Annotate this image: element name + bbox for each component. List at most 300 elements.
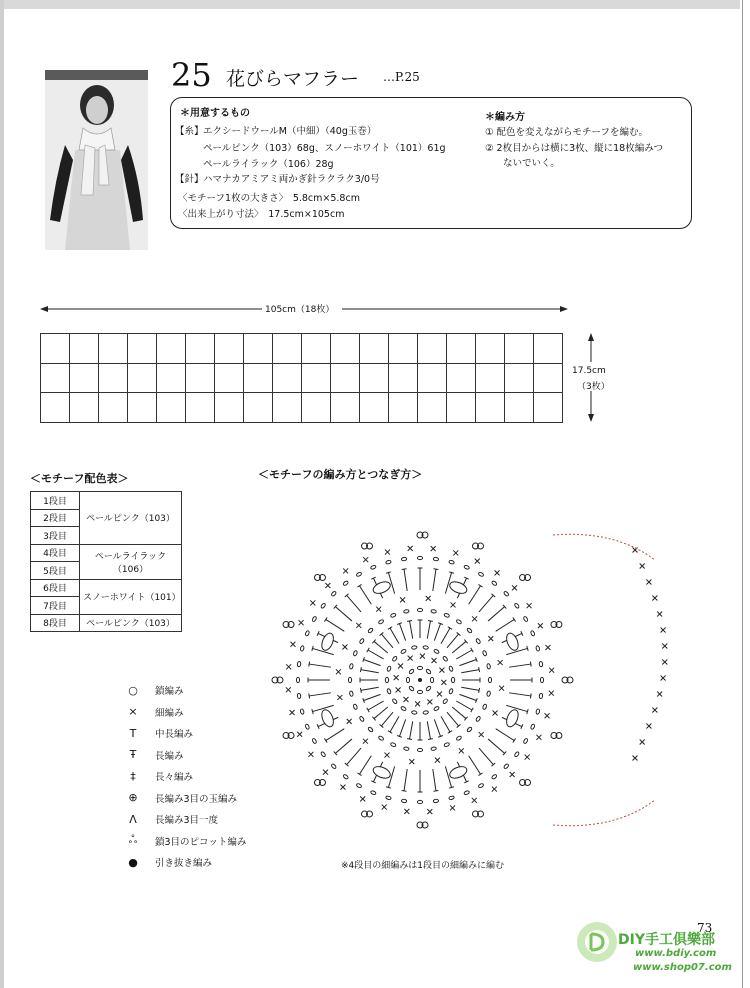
motif-cell xyxy=(41,393,70,423)
color-table-title: ＜モチーフ配色表＞ xyxy=(30,472,129,485)
treble-crochet-mark xyxy=(496,729,515,741)
treble-crochet-icon: ‡ xyxy=(130,769,136,783)
double-crochet-mark xyxy=(427,721,430,739)
legend-label: 鎖編み xyxy=(155,686,184,697)
single-crochet-mark xyxy=(441,680,446,685)
single-crochet-mark xyxy=(492,787,497,792)
single-crochet-mark xyxy=(657,612,662,617)
double-crochet-mark xyxy=(461,687,479,690)
single-crochet-mark xyxy=(512,585,517,590)
motif-cell xyxy=(331,364,360,394)
chain-stitch-mark xyxy=(305,630,310,636)
motif-cell xyxy=(360,334,389,364)
motif-cell xyxy=(389,364,418,394)
color-cell: ペールピンク（103） xyxy=(80,614,182,632)
chain-stitch-mark xyxy=(320,603,326,609)
color-cell: ペールピンク（103） xyxy=(80,492,182,545)
motif-cell xyxy=(186,364,215,394)
single-crochet-mark xyxy=(662,644,667,649)
chain-stitch-mark xyxy=(300,709,304,715)
chain-stitch-mark xyxy=(406,677,409,682)
motif-cell xyxy=(273,334,302,364)
legend-label: 鎖3目のピコット編み xyxy=(155,836,247,848)
single-crochet-mark xyxy=(652,708,657,713)
motif-cell xyxy=(360,393,389,423)
legend-label: 中長編み xyxy=(155,729,194,740)
motif-cell xyxy=(476,393,505,423)
single-crochet-mark xyxy=(499,686,504,691)
single-crochet-mark xyxy=(382,805,387,810)
yarn-line-1: エクシードウールM（中細）（40g玉巻） xyxy=(203,126,377,137)
bobble-stitch-icon: ⊕ xyxy=(128,791,138,804)
single-crochet-mark xyxy=(415,701,420,706)
treble-crochet-mark xyxy=(433,769,436,791)
motif-cell xyxy=(447,364,476,394)
single-crochet-mark xyxy=(475,559,480,564)
treble-crochet-mark xyxy=(527,709,528,714)
double-crochet-mark xyxy=(456,701,472,710)
width-dimension: 105cm（18枚） xyxy=(265,305,335,315)
single-crochet-mark xyxy=(337,695,342,700)
chain-stitch-mark xyxy=(503,763,509,769)
legend-label: 引き抜き編み xyxy=(155,858,213,869)
chain-stitch-mark xyxy=(349,663,353,669)
single-crochet-mark xyxy=(427,699,432,704)
single-crochet-mark xyxy=(398,663,403,668)
single-crochet-mark xyxy=(495,570,500,575)
legend-item xyxy=(122,681,184,699)
motif-cell xyxy=(389,334,418,364)
motif-cell xyxy=(186,334,215,364)
chain-stitch-mark xyxy=(482,650,487,656)
chain-stitch-icon: ○ xyxy=(128,683,138,697)
motif-cell xyxy=(244,364,273,394)
chain-stitch-mark xyxy=(430,677,433,682)
legend-label: 細編み xyxy=(155,707,184,719)
chain-stitch-mark xyxy=(348,677,351,682)
height-count: （3枚） xyxy=(577,382,610,392)
motif-cell xyxy=(157,364,186,394)
treble-crochet-mark xyxy=(309,662,310,667)
motif-cell xyxy=(476,364,505,394)
single-crochet-mark xyxy=(360,796,365,801)
double-crochet-mark xyxy=(459,659,476,665)
motif-cell xyxy=(128,393,157,423)
motif-diagram xyxy=(235,480,695,850)
motif-cell xyxy=(360,364,389,394)
treble-crochet-mark xyxy=(531,693,532,698)
motif-cell xyxy=(244,334,273,364)
single-crochet-mark xyxy=(310,600,315,605)
chain-stitch-mark xyxy=(442,698,448,704)
single-crochet-mark xyxy=(652,596,657,601)
petal-bobble-mark xyxy=(372,764,392,780)
diagram-note: ※4段目の細編みは1段目の細編みに編む xyxy=(341,861,504,871)
double-crochet-mark xyxy=(360,667,361,672)
chain-stitch-mark xyxy=(464,790,470,795)
treble-crochet-mark xyxy=(509,664,531,667)
chain-stitch-mark xyxy=(444,742,450,747)
chain-stitch-mark xyxy=(417,556,422,559)
chain-stitch-mark xyxy=(433,799,439,803)
single-crochet-mark xyxy=(640,740,645,745)
double-crochet-mark xyxy=(461,670,479,673)
chain-stitch-mark xyxy=(417,748,422,751)
scarf-layout-grid xyxy=(40,333,563,423)
table-row xyxy=(31,492,182,510)
chain-stitch-mark xyxy=(449,796,455,800)
motif-cell xyxy=(157,334,186,364)
single-crochet-mark xyxy=(409,759,414,764)
single-crochet-mark xyxy=(420,654,425,659)
single-crochet-mark xyxy=(297,732,302,737)
motif-cell xyxy=(447,393,476,423)
treble-crochet-mark xyxy=(404,569,407,591)
chain-stitch-mark xyxy=(514,603,520,609)
single-crochet-mark xyxy=(549,668,554,673)
legend-label: 長編み xyxy=(155,750,184,762)
chain-stitch-mark xyxy=(392,698,398,704)
chain-stitch-mark xyxy=(385,677,388,682)
chain-stitch-mark xyxy=(423,710,429,714)
chain-stitch-mark xyxy=(449,560,455,564)
chain-stitch-mark xyxy=(417,666,422,669)
double-crochet-mark xyxy=(459,694,476,700)
chain-stitch-mark xyxy=(536,645,540,651)
chain-stitch-mark xyxy=(475,716,481,722)
double-crochet-mark xyxy=(407,739,412,740)
legend-label: 長編み3目一度 xyxy=(155,815,219,826)
treble-crochet-mark xyxy=(513,738,516,742)
motif-cell xyxy=(505,393,534,423)
chain-stitch-mark xyxy=(297,693,301,699)
single-crochet-mark xyxy=(435,758,440,763)
chain-stitch-mark xyxy=(536,709,540,715)
treble-crochet-mark xyxy=(449,572,454,573)
chain-stitch-mark xyxy=(487,691,491,697)
chain-stitch-mark xyxy=(331,591,337,597)
single-crochet-mark xyxy=(488,636,493,641)
chain-stitch-mark xyxy=(353,650,358,656)
chain-stitch-mark xyxy=(491,580,497,586)
single-crochet-mark xyxy=(342,645,347,650)
motif-cell xyxy=(99,334,128,364)
chain-stitch-mark xyxy=(433,649,439,654)
petal-bobble-mark xyxy=(448,580,468,596)
legend-item xyxy=(122,789,237,807)
single-crochet-mark xyxy=(479,732,484,737)
treble-crochet-mark xyxy=(402,569,407,570)
chain-stitch-mark xyxy=(353,704,358,710)
double-crochet-mark xyxy=(427,621,430,639)
treble-crochet-mark xyxy=(469,586,481,605)
chain-stitch-mark xyxy=(411,710,417,714)
join-line xyxy=(553,534,655,560)
color-cell: ペールライラック（106） xyxy=(80,544,182,579)
chain-stitch-mark xyxy=(401,557,407,561)
chain-stitch-mark xyxy=(442,656,448,662)
chain-stitch-mark xyxy=(417,690,422,693)
petal-bobble-mark xyxy=(320,708,336,728)
single-crochet-mark xyxy=(385,550,390,555)
chain-stitch-mark xyxy=(417,608,422,611)
double-crochet-mark xyxy=(390,628,399,644)
single-crochet-mark xyxy=(400,597,405,602)
row-label: 6段目 xyxy=(31,579,80,597)
double-crochet-mark xyxy=(381,712,393,726)
single-crochet-mark xyxy=(453,550,458,555)
method-step-1: ① 配色を変えながらモチーフを編む。 xyxy=(485,127,649,138)
chain-stitch-mark xyxy=(433,557,439,561)
finished-size: 〈出来上がり寸法〉 17.5cm×105cm xyxy=(178,209,345,220)
chain-stitch-mark xyxy=(433,706,439,711)
treble-crochet-mark xyxy=(359,756,371,775)
chain-stitch-mark xyxy=(331,763,337,769)
motif-cell xyxy=(418,334,447,364)
double-crochet-mark xyxy=(447,712,459,726)
single-crochet-mark xyxy=(646,580,651,585)
single-crochet-mark xyxy=(290,642,295,647)
motif-cell xyxy=(505,334,534,364)
treble-crochet-mark xyxy=(357,584,361,587)
single-crochet-mark xyxy=(525,755,530,760)
treble-crochet-mark xyxy=(404,769,407,791)
table-row xyxy=(31,614,182,632)
motif-cell xyxy=(505,364,534,394)
motif-cell xyxy=(389,393,418,423)
double-crochet-mark xyxy=(452,641,466,653)
chain-stitch-mark xyxy=(356,783,362,788)
motif-cell xyxy=(534,364,563,394)
chain-stitch-mark xyxy=(411,645,417,649)
single-crochet-mark xyxy=(286,664,291,669)
single-crochet-mark xyxy=(308,752,313,757)
single-crochet-mark xyxy=(662,660,667,665)
row-label: 7段目 xyxy=(31,597,80,615)
chain-stitch-mark xyxy=(349,691,353,697)
single-crochet-mark xyxy=(290,710,295,715)
single-crochet-mark xyxy=(286,687,291,692)
double-crochet-mark xyxy=(410,621,413,639)
slip-stitch-mark xyxy=(419,679,422,682)
motif-cell xyxy=(273,364,302,394)
double-crochet-mark xyxy=(361,670,379,673)
treble-crochet-mark xyxy=(326,729,345,741)
chain-stitch-mark xyxy=(451,677,454,682)
petal-bobble-mark xyxy=(504,632,520,652)
legend-item xyxy=(122,724,193,742)
motif-cell xyxy=(70,364,99,394)
chain-stitch-mark xyxy=(409,669,415,675)
watermark-url-2: www.shop07.com xyxy=(633,962,732,973)
legend-label: 長々編み xyxy=(155,772,194,783)
chain-stitch-mark xyxy=(539,661,543,667)
chain-stitch-mark xyxy=(409,686,415,692)
chain-stitch-mark xyxy=(300,645,304,651)
petal-bobble-mark xyxy=(320,632,336,652)
chain-stitch-mark xyxy=(540,677,543,682)
chain-stitch-mark xyxy=(491,774,497,780)
treble-crochet-mark xyxy=(347,748,361,765)
petal-bobble-mark xyxy=(504,708,520,728)
yarn-label: 【糸】 xyxy=(175,126,204,137)
motif-cell xyxy=(476,334,505,364)
join-line xyxy=(553,800,655,826)
legend-item xyxy=(122,746,184,764)
chain-stitch-mark xyxy=(297,661,301,667)
motif-cell xyxy=(302,393,331,423)
chain-stitch-mark xyxy=(478,783,484,788)
single-crochet-mark xyxy=(385,753,390,758)
chain-stitch-mark xyxy=(368,628,374,634)
legend-item xyxy=(122,810,218,828)
double-crochet-mark xyxy=(368,701,384,710)
legend-item xyxy=(122,853,212,871)
chain-stitch-mark xyxy=(464,565,470,570)
single-crochet-mark xyxy=(640,564,645,569)
treble-crochet-mark xyxy=(488,739,505,753)
method-step-2b: ないでいく。 xyxy=(503,158,560,169)
chain-stitch-mark xyxy=(387,688,392,694)
single-crochet-mark xyxy=(493,710,498,715)
treble-crochet-mark xyxy=(513,617,516,621)
chain-stitch-mark xyxy=(403,609,409,613)
double-crochet-mark xyxy=(479,667,480,672)
motif-cell xyxy=(447,334,476,364)
chain-stitch-mark xyxy=(305,724,310,730)
single-crochet-mark xyxy=(439,668,444,673)
double-crochet-icon: Ŧ xyxy=(129,748,137,761)
motif-cell xyxy=(99,393,128,423)
motif-cell xyxy=(302,334,331,364)
motif-cell xyxy=(418,364,447,394)
single-crochet-mark xyxy=(545,713,550,718)
page-reference: …P.25 xyxy=(383,70,420,84)
yarn-line-3: ペールライラック（106）28g xyxy=(203,159,334,170)
chain-stitch-mark xyxy=(449,688,454,694)
treble-crochet-mark xyxy=(324,617,327,621)
chain-stitch-mark xyxy=(400,649,406,654)
motif-size: 〈モチーフ1枚の大きさ〉 5.8cm×5.8cm xyxy=(178,193,360,204)
single-crochet-mark xyxy=(325,583,330,588)
chain-stitch-mark xyxy=(390,742,396,747)
single-crochet-mark xyxy=(646,724,651,729)
treble-crochet-mark xyxy=(386,787,391,788)
treble-crochet-mark xyxy=(335,739,352,753)
single-crochet-mark xyxy=(527,603,532,608)
chain-stitch-mark xyxy=(523,616,528,622)
treble-crochet-mark xyxy=(386,572,391,573)
motif-cell xyxy=(70,334,99,364)
treble-crochet-mark xyxy=(479,595,493,612)
treble-crochet-mark xyxy=(309,693,331,696)
motif-cell xyxy=(157,393,186,423)
watermark-title: DIY手工俱樂部 xyxy=(618,932,715,948)
treble-crochet-mark xyxy=(527,646,528,651)
materials-heading: ＊用意するもの xyxy=(180,108,250,119)
double-crochet-mark xyxy=(361,687,379,690)
chain-stitch-mark xyxy=(431,609,437,613)
treble-crochet-mark xyxy=(433,791,438,792)
row-label: 4段目 xyxy=(31,544,80,562)
single-crochet-mark xyxy=(472,616,477,621)
treble-crochet-mark xyxy=(312,646,313,651)
motif-cell xyxy=(302,364,331,394)
chain-stitch-mark xyxy=(456,619,462,625)
single-crochet-mark xyxy=(363,557,368,562)
chain-stitch-mark xyxy=(343,774,349,780)
chain-stitch-mark xyxy=(426,686,432,692)
chain-stitch-mark xyxy=(296,677,299,682)
needle-text: ハマナカアミアミ両かぎ針ラクラク3/0号 xyxy=(203,174,380,185)
single-crochet-mark xyxy=(299,620,304,625)
chain-stitch-mark xyxy=(368,727,374,733)
double-crochet-mark xyxy=(434,624,440,641)
single-crochet-mark xyxy=(450,805,455,810)
chain-stitch-mark xyxy=(403,747,409,751)
motif-cell xyxy=(70,393,99,423)
treble-crochet-mark xyxy=(531,662,532,667)
double-crochet-mark xyxy=(441,716,450,732)
treble-crochet-mark xyxy=(326,619,345,631)
single-crochet-mark xyxy=(340,785,345,790)
single-crochet-mark xyxy=(403,697,408,702)
double-crochet-mark xyxy=(452,707,466,719)
motif-cell xyxy=(215,334,244,364)
chain-stitch-mark xyxy=(343,580,349,586)
double-crochet-mark xyxy=(447,634,459,648)
chain-stitch-mark xyxy=(444,613,450,618)
chain-stitch-mark xyxy=(417,800,422,803)
treble-crochet-mark xyxy=(309,693,310,698)
picot-icon: ஃ xyxy=(128,833,138,846)
table-row xyxy=(31,544,182,562)
table-row xyxy=(31,579,182,597)
chain-stitch-mark xyxy=(426,669,432,675)
chain-stitch-mark xyxy=(482,704,487,710)
chain-stitch-mark xyxy=(356,572,362,577)
dc3tog-icon: Λ xyxy=(129,812,137,826)
double-crochet-mark xyxy=(479,688,480,693)
motif-cell xyxy=(215,393,244,423)
motif-cell xyxy=(331,393,360,423)
chain-stitch-mark xyxy=(514,751,520,757)
color-cell: スノーホワイト（101） xyxy=(80,579,182,614)
motif-cell xyxy=(534,334,563,364)
single-crochet-mark xyxy=(661,676,666,681)
treble-crochet-mark xyxy=(496,619,515,631)
treble-crochet-mark xyxy=(449,787,454,788)
row-label: 2段目 xyxy=(31,509,80,527)
chain-stitch-mark xyxy=(359,638,365,644)
row-label: 5段目 xyxy=(31,562,80,580)
page-number: 73 xyxy=(697,921,713,935)
single-crochet-mark xyxy=(437,692,442,697)
treble-crochet-mark xyxy=(488,607,505,621)
chain-stitch-mark xyxy=(387,666,392,672)
half-double-crochet-icon: T xyxy=(129,726,137,740)
chain-stitch-mark xyxy=(478,572,484,577)
treble-crochet-mark xyxy=(433,569,438,570)
chain-stitch-mark xyxy=(385,796,391,800)
method-step-2a: ② 2枚目からは横に3枚、縦に18枚編みつ xyxy=(485,143,664,154)
petal-bobble-mark xyxy=(372,580,392,596)
double-crochet-mark xyxy=(360,688,361,693)
chain-stitch-mark xyxy=(400,706,406,711)
treble-crochet-mark xyxy=(402,791,407,792)
single-crochet-mark xyxy=(459,748,464,753)
double-crochet-mark xyxy=(399,624,405,641)
